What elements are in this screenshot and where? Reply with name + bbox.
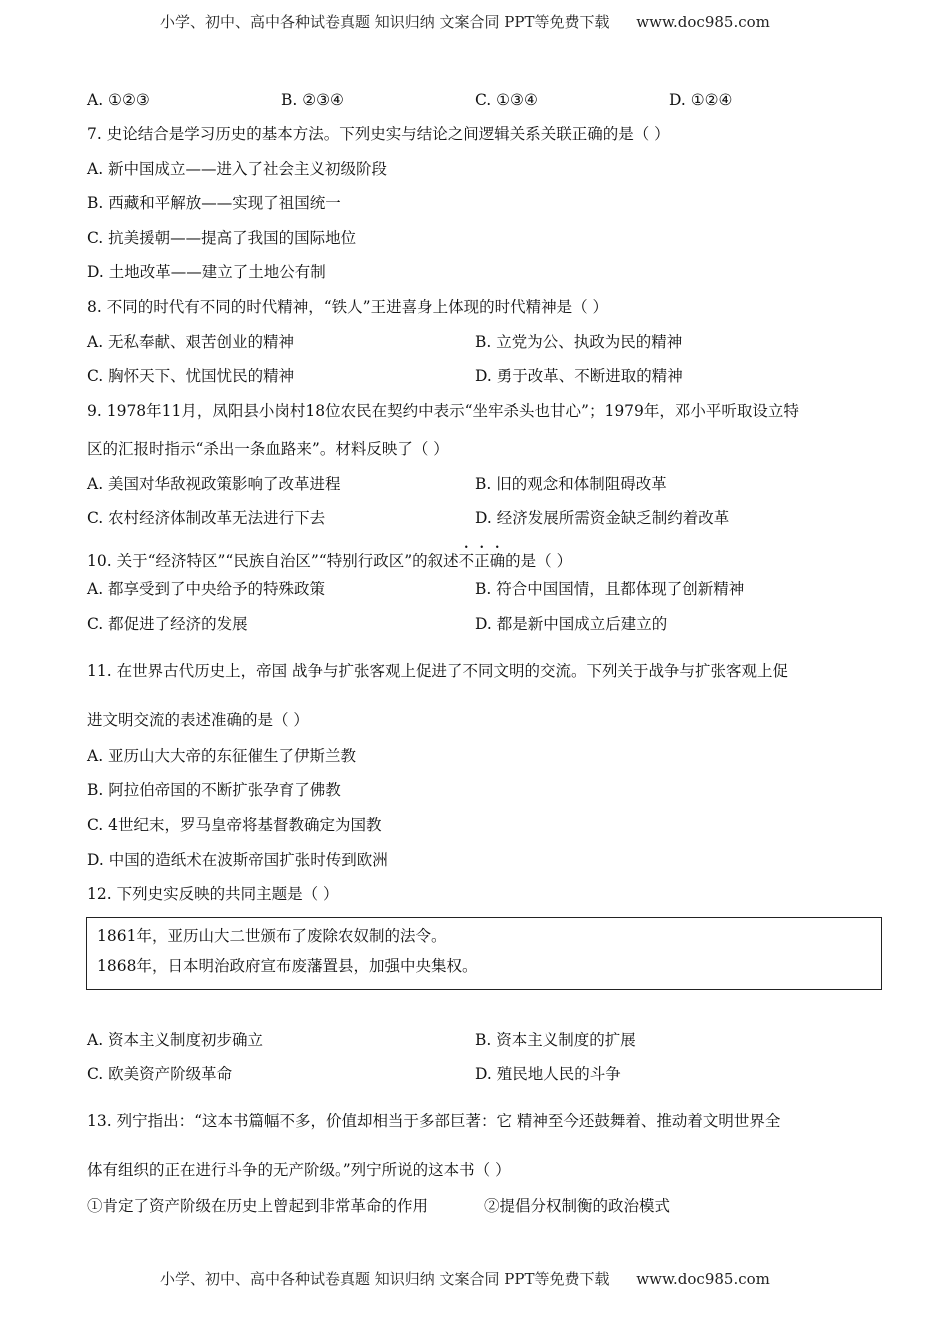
q8-option-b: B. 立党为公、执政为民的精神 [475, 333, 683, 351]
q8-stem: 8. 不同的时代有不同的时代精神，“铁人”王进喜身上体现的时代精神是（ ） [87, 298, 608, 316]
q12-option-b: B. 资本主义制度的扩展 [475, 1031, 636, 1049]
q12-option-c: C. 欧美资产阶级革命 [87, 1065, 233, 1083]
q6-option-a: A. ①②③ [87, 91, 150, 109]
q9-option-c: C. 农村经济体制改革无法进行下去 [87, 509, 326, 527]
q8-option-c: C. 胸怀天下、忧国忧民的精神 [87, 367, 295, 385]
q10-option-c: C. 都促进了经济的发展 [87, 615, 248, 633]
page-header [160, 12, 770, 32]
q10-stem [87, 543, 572, 571]
q9-stem-line1: 9. 1978年11月，凤阳县小岗村18位农民在契约中表示“坐牢杀头也甘心”；1979年，邓小平听取设立特 [87, 402, 799, 420]
q12-stem: 12. 下列史实反映的共同主题是（ ） [87, 885, 339, 903]
q11-stem-line1: 11. 在世界古代历史上，帝国 战争与扩张客观上促进了不同文明的交流。下列关于战争与扩张客观上促 [87, 662, 789, 680]
q10-option-b: B. 符合中国国情，且都体现了创新精神 [475, 580, 745, 598]
q7-option-b: B. 西藏和平解放——实现了祖国统一 [87, 194, 341, 212]
header-text: 小学、初中、高中各种试卷真题 知识归纳 文案合同 PPT等免费下载 [160, 13, 610, 31]
q10-stem-before: 10. 关于“经济特区”“民族自治区”“特别行政区”的叙述 [87, 552, 459, 570]
q11-option-d: D. 中国的造纸术在波斯帝国扩张时传到欧洲 [87, 851, 388, 869]
q13-item-2: ②提倡分权制衡的政治模式 [484, 1197, 671, 1215]
q13-stem-line2: 体有组织的正在进行斗争的无产阶级。”列宁所说的这本书（ ） [87, 1161, 511, 1179]
q7-stem: 7. 史论结合是学习历史的基本方法。下列史实与结论之间逻辑关系关联正确的是（ ） [87, 125, 670, 143]
q12-material-line2: 1868年，日本明治政府宣布废藩置县，加强中央集权。 [97, 957, 478, 975]
q8-option-a: A. 无私奉献、艰苦创业的精神 [87, 333, 295, 351]
q6-option-d: D. ①②④ [669, 91, 733, 109]
q7-option-c: C. 抗美援朝——提高了我国的国际地位 [87, 229, 357, 247]
q12-option-d: D. 殖民地人民的斗争 [475, 1065, 621, 1083]
q11-stem-line2: 进文明交流的表述准确的是（ ） [87, 711, 309, 729]
q10-stem-after: 的是（ ） [505, 552, 573, 570]
q11-option-b: B. 阿拉伯帝国的不断扩张孕育了佛教 [87, 781, 341, 799]
q7-option-a: A. 新中国成立——进入了社会主义初级阶段 [87, 160, 388, 178]
q9-option-a: A. 美国对华敌视政策影响了改革进程 [87, 475, 341, 493]
q9-option-b: B. 旧的观念和体制阻碍改革 [475, 475, 667, 493]
q11-option-a: A. 亚历山大大帝的东征催生了伊斯兰教 [87, 747, 357, 765]
q11-option-c: C. 4世纪末，罗马皇帝将基督教确定为国教 [87, 816, 382, 834]
q7-option-d: D. 土地改革——建立了土地公有制 [87, 263, 326, 281]
footer-site-link[interactable]: www.doc985.com [636, 1270, 770, 1288]
footer-text: 小学、初中、高中各种试卷真题 知识归纳 文案合同 PPT等免费下载 [160, 1270, 610, 1288]
q6-option-b: B. ②③④ [281, 91, 344, 109]
q13-item-1: ①肯定了资产阶级在历史上曾起到非常革命的作用 [87, 1197, 429, 1215]
q10-option-d: D. 都是新中国成立后建立的 [475, 615, 668, 633]
q12-material-line1: 1861年，亚历山大二世颁布了废除农奴制的法令。 [97, 927, 447, 945]
header-site-link[interactable]: www.doc985.com [636, 13, 770, 31]
q6-option-c: C. ①③④ [475, 91, 538, 109]
q10-stem-emphasis: 不正确 [458, 552, 506, 570]
page-footer [160, 1269, 770, 1289]
q9-option-d: D. 经济发展所需资金缺乏制约着改革 [475, 509, 730, 527]
q8-option-d: D. 勇于改革、不断进取的精神 [475, 367, 683, 385]
q13-stem-line1: 13. 列宁指出：“这本书篇幅不多，价值却相当于多部巨著：它 精神至今还鼓舞着、推动着文明世界全 [87, 1112, 781, 1130]
q9-stem-line2: 区的汇报时指示“杀出一条血路来”。材料反映了（ ） [87, 440, 449, 458]
q10-option-a: A. 都享受到了中央给予的特殊政策 [87, 580, 326, 598]
q12-option-a: A. 资本主义制度初步确立 [87, 1031, 264, 1049]
